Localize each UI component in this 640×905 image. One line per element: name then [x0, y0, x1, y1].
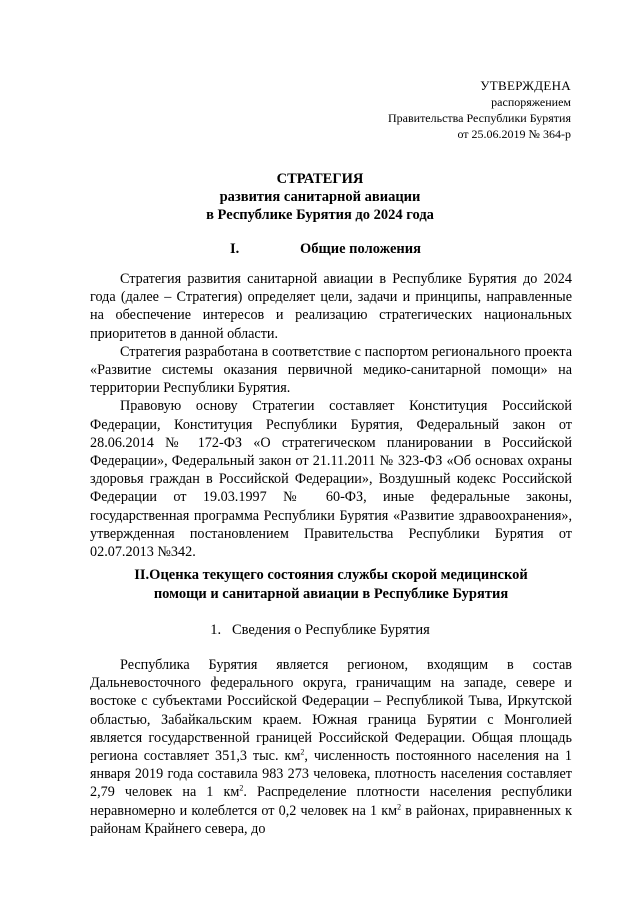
section-title-line: помощи и санитарной авиации в Республике Бурятия — [153, 586, 509, 602]
subsection-body — [90, 656, 572, 838]
approval-date: от 25.06.2019 № 364-р — [457, 127, 571, 141]
paragraph-text: в районах, приравненных к районам Крайнего севера, до — [90, 802, 572, 837]
title-line: в Республике Бурятия до 2024 года — [206, 207, 434, 223]
paragraph — [90, 656, 572, 838]
paragraph: Стратегия развития санитарной авиации в Республике Бурятия до 2024 года (далее – Стратегия) определяет цели, задачи и принципы, направленные на обеспечение интересов и реализацию стратегических национальных приоритетов в данной области. — [90, 271, 572, 342]
title-line: развития санитарной авиации — [219, 189, 421, 205]
approval-stamp: УТВЕРЖДЕНА — [480, 78, 571, 93]
section-heading — [90, 566, 572, 604]
section-body — [90, 270, 572, 561]
paragraph-text: . Распределение плотности населения республики неравномерно и колеблется от 0,2 человек на 1 км — [90, 784, 572, 819]
section-number: I. — [230, 241, 240, 257]
paragraph-text: Республика Бурятия является регионом, входящим в состав Дальневосточного федерального округа, граничащим на западе, севере и востоке с субъектами Российской Федерации – Республикой Тыва, Иркутской областью, Забайкальским краем. Южная граница Бурятии с Монголией является государственной границей Российской Федерации. Общая площадь региона составляет 351,3 тыс. км — [90, 657, 572, 765]
approval-line: Правительства Республики Бурятия — [387, 111, 571, 125]
approval-block — [388, 78, 571, 142]
subsection-heading: 1. Сведения о Республике Бурятия — [210, 622, 430, 638]
paragraph-text: , численность постоянного населения на 1 января 2019 года составила 983 273 человека, плотность населения составляет 2,79 человек на 1 км — [90, 748, 572, 801]
paragraph: Правовую основу Стратегии составляет Конституция Российской Федерации, Конституция Республики Бурятия, Федеральный закон от 28.06.2014 № 172-ФЗ «О стратегическом планировании в Российской Федерации», Федеральный закон от 21.11.2011 № 323-ФЗ «Об основах охраны здоровья граждан в Российской Федерации», Воздушный кодекс Российской Федерации от 19.03.1997 № 60-ФЗ, иные федеральные законы, государственная программа Республики Бурятия «Развитие здравоохранения», утвержденная постановлением Правительства Республики Бурятия от 02.07.2013 №342. — [90, 398, 572, 561]
superscript: 2 — [397, 801, 402, 811]
section-heading — [230, 241, 421, 258]
section-title-line: II.Оценка текущего состояния службы скорой медицинской — [134, 567, 528, 583]
paragraph: Стратегия разработана в соответствие с паспортом регионального проекта «Развитие системы оказания первичной медико-санитарной помощи» на территории Республики Бурятия. — [90, 343, 572, 397]
superscript: 2 — [300, 747, 305, 757]
document-title — [0, 170, 640, 224]
approval-line: распоряжением — [491, 95, 571, 109]
superscript: 2 — [239, 783, 244, 793]
section-title: Общие положения — [300, 241, 421, 257]
title-line: СТРАТЕГИЯ — [276, 171, 364, 187]
